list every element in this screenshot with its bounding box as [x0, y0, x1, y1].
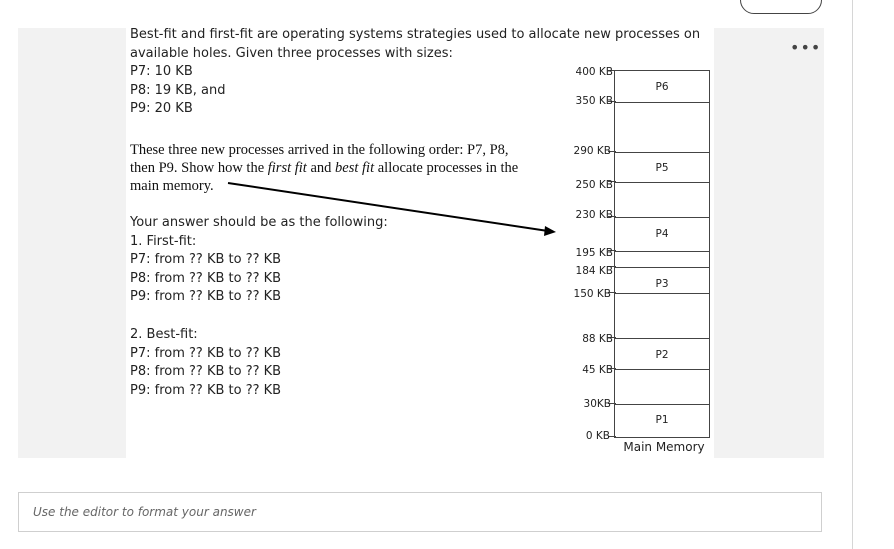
memory-divider	[615, 338, 709, 339]
order-line: These three new processes arrived in the following order: P7, P8,	[130, 142, 509, 158]
order-line: main memory.	[130, 178, 214, 194]
process-size-line: P9: 20 KB	[130, 101, 193, 117]
memory-divider	[615, 152, 709, 153]
memory-divider	[615, 293, 709, 294]
address-label: 290 KB	[573, 145, 611, 157]
partition-label-p1: P1	[655, 414, 669, 426]
memory-divider	[615, 217, 709, 218]
memory-divider	[615, 251, 709, 252]
answer-format-line: P8: from ?? KB to ?? KB	[130, 364, 282, 380]
address-label: 230 KB	[575, 209, 613, 221]
address-label: 150 KB	[573, 288, 611, 300]
address-label: 0 KB	[585, 430, 610, 442]
memory-divider	[615, 369, 709, 370]
editor-placeholder: Use the editor to format your answer	[33, 505, 256, 519]
memory-box	[614, 70, 710, 438]
partition-label-p2: P2	[655, 349, 669, 361]
answer-format-line: P7: from ?? KB to ?? KB	[130, 345, 282, 361]
address-label: 250 KB	[575, 179, 613, 191]
memory-caption: Main Memory	[623, 440, 705, 454]
address-label: 350 KB	[575, 95, 613, 107]
answer-format-line: P8: from ?? KB to ?? KB	[130, 270, 282, 286]
order-text: and	[306, 160, 336, 176]
partition-label-p6: P6	[655, 81, 669, 93]
answer-format-line: P9: from ?? KB to ?? KB	[130, 289, 282, 305]
more-options-icon[interactable]: •••	[790, 38, 822, 57]
order-italic-best-fit: best fit	[335, 160, 375, 176]
address-label: 184 KB	[575, 265, 613, 277]
memory-divider	[615, 102, 709, 103]
process-size-line: P8: 19 KB, and	[130, 82, 226, 98]
process-size-line: P7: 10 KB	[130, 64, 193, 80]
partition-label-p3: P3	[655, 278, 669, 290]
order-italic-first-fit: first fit	[267, 160, 307, 176]
answer-format-line: 2. Best-fit:	[130, 327, 198, 342]
address-label: 30KB	[583, 398, 611, 410]
answer-format-line: 1. First-fit:	[130, 233, 197, 249]
address-label: 45 KB	[582, 364, 613, 376]
answer-editor[interactable]	[18, 492, 822, 532]
order-text: allocate processes in the	[374, 160, 519, 176]
memory-divider	[615, 182, 709, 183]
order-text: then P9. Show how the	[130, 160, 268, 176]
intro-line: Best-fit and first-fit are operating systems strategies used to allocate new processes on	[130, 27, 701, 42]
memory-divider	[615, 404, 709, 405]
address-label: 400 KB	[575, 66, 613, 78]
answer-format-line: P7: from ?? KB to ?? KB	[130, 252, 282, 268]
memory-divider	[615, 267, 709, 268]
partition-label-p4: P4	[655, 228, 669, 240]
partition-label-p5: P5	[655, 162, 669, 174]
answer-format-line: P9: from ?? KB to ?? KB	[130, 382, 282, 398]
intro-line: available holes. Given three processes with sizes:	[130, 45, 453, 61]
address-label: 88 KB	[582, 333, 613, 345]
answer-format-line: Your answer should be as the following:	[130, 215, 388, 230]
address-label: 195 KB	[575, 247, 613, 259]
